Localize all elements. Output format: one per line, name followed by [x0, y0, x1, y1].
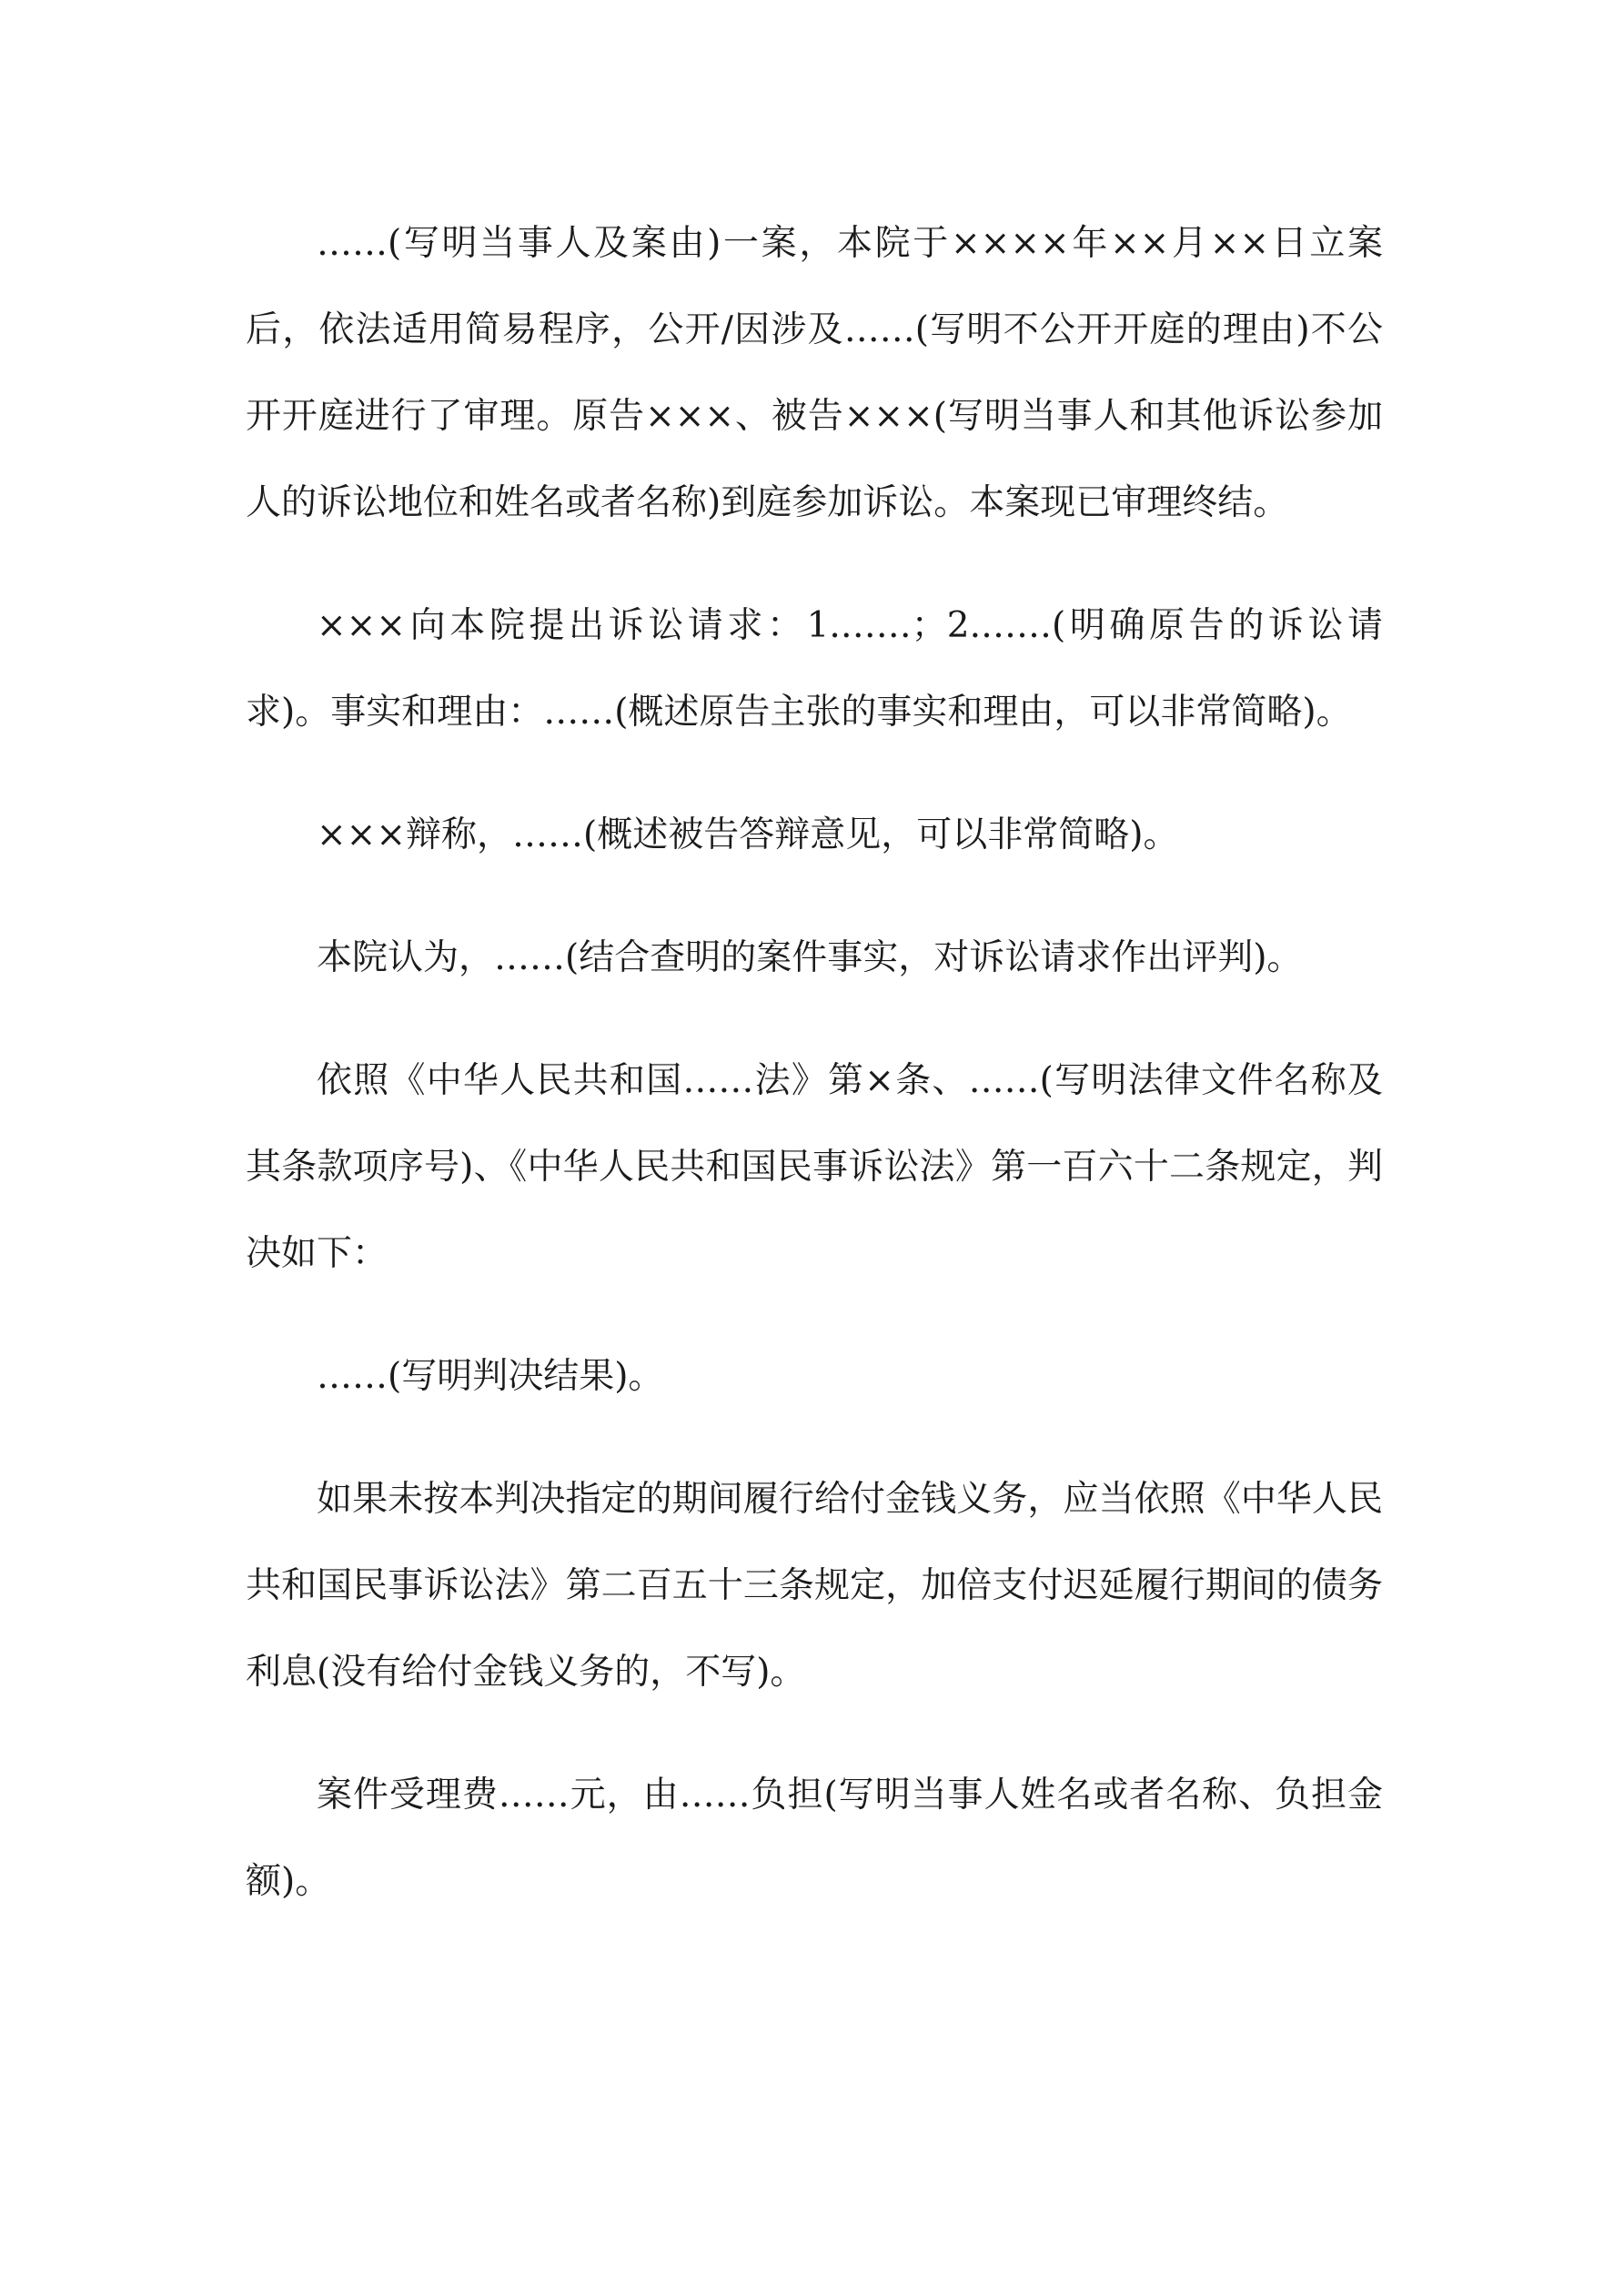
paragraph-court-opinion: 本院认为，……(结合查明的案件事实，对诉讼请求作出评判)。 — [317, 937, 1303, 978]
paragraph-plaintiff-claims: ×××向本院提出诉讼请求：1.……；2.……(明确原告的诉讼请求)。事实和理由：……(概述原告主张的事实和理由，可以非常简略)。 — [246, 605, 1383, 733]
paragraph-late-payment-interest: 如果未按本判决指定的期间履行给付金钱义务，应当依照《中华人民共和国民事诉讼法》第二百五十三条规定，加倍支付迟延履行期间的债务利息(没有给付金钱义务的，不写)。 — [246, 1479, 1383, 1693]
paragraph-case-fee: 案件受理费……元，由……负担(写明当事人姓名或者名称、负担金额)。 — [246, 1775, 1383, 1902]
paragraph-judgment-result: ……(写明判决结果)。 — [317, 1356, 664, 1397]
paragraph-legal-basis: 依照《中华人民共和国……法》第×条、……(写明法律文件名称及其条款项序号)、《中华人民共和国民事诉讼法》第一百六十二条规定，判决如下： — [246, 1060, 1383, 1274]
paragraph-defendant-response: ×××辩称，……(概述被告答辩意见，可以非常简略)。 — [317, 814, 1179, 855]
document-body — [246, 200, 1383, 1961]
paragraph-case-intro: ……(写明当事人及案由)一案，本院于××××年××月××日立案后，依法适用简易程序，公开/因涉及……(写明不公开开庭的理由)不公开开庭进行了审理。原告×××、被告×××(写明当事人和其他诉讼参加人的诉讼地位和姓名或者名称)到庭参加诉讼。本案现已审理终结。 — [246, 223, 1383, 523]
